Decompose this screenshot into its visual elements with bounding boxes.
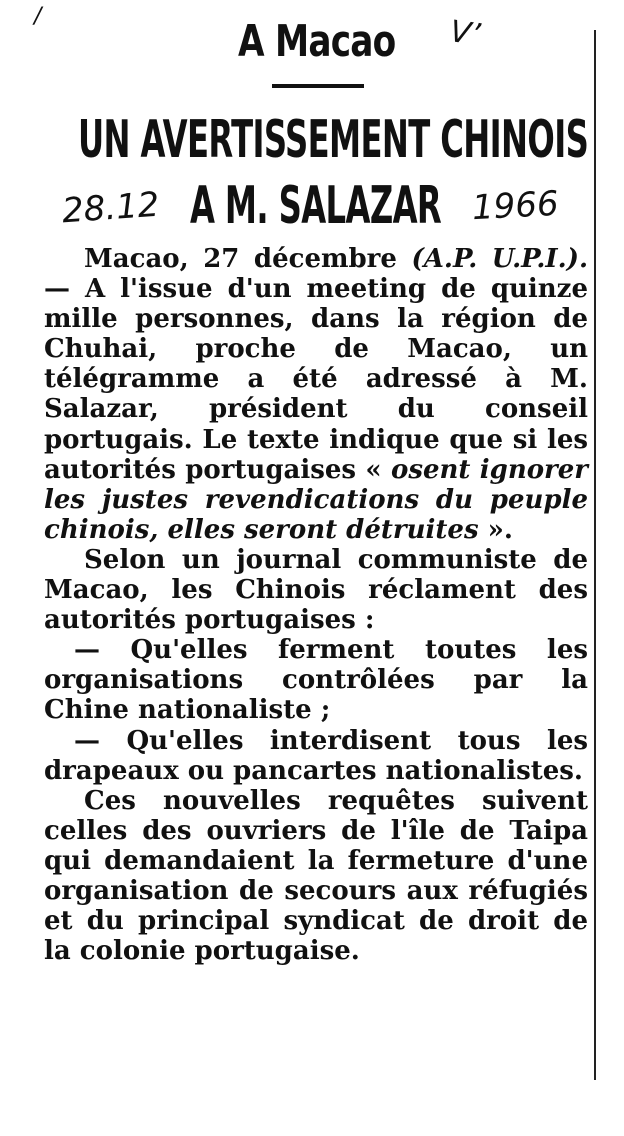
headline-line-1: UN AVERTISSEMENT CHINOIS: [78, 110, 589, 170]
article-body: [44, 244, 588, 966]
kicker-title: A Macao: [238, 16, 396, 67]
paragraph-2: Selon un journal communiste de Macao, les Chinois réclament des autorités portugaises :: [44, 544, 588, 636]
demand-item-1: — Qu'elles ferment toutes les organisations contrôlées par la Chine nationaliste ;: [44, 635, 588, 726]
title-rule: [272, 84, 364, 88]
dateline: Macao, 27 décembre: [84, 244, 397, 274]
quote: osent ignorer les justes revendications du peuple chinois, elles seront détruites: [44, 454, 588, 545]
clipping-edge-line: [594, 30, 596, 1080]
paragraph-3: Ces nouvelles requêtes suivent celles des ouvriers de l'île de Taipa qui demandaient la fermeture d'une organisation de secours aux réfugiés et du principal syndicat de droit de la colonie portugaise.: [44, 785, 588, 967]
agency: (A.P. U.P.I.).: [411, 244, 588, 274]
corner-tick-mark: /: [34, 4, 42, 29]
handwritten-mark: V’: [447, 14, 483, 53]
paragraph-1: [44, 244, 588, 545]
handwritten-date: 28.12: [60, 184, 161, 232]
handwritten-year: 1966: [471, 183, 560, 229]
paragraph-1-text: — A l'issue d'un meeting de quinze mille personnes, dans la région de Chuhai, proche de Macao, un télégramme a été adressé à M. Salazar, président du conseil portugais. Le texte indique que si les autorités portugaises «: [44, 274, 588, 485]
headline-line-2: A M. SALAZAR: [190, 176, 442, 236]
quote-end: ».: [478, 514, 513, 545]
demand-item-2: — Qu'elles interdisent tous les drapeaux ou pancartes nationalistes.: [44, 725, 588, 786]
